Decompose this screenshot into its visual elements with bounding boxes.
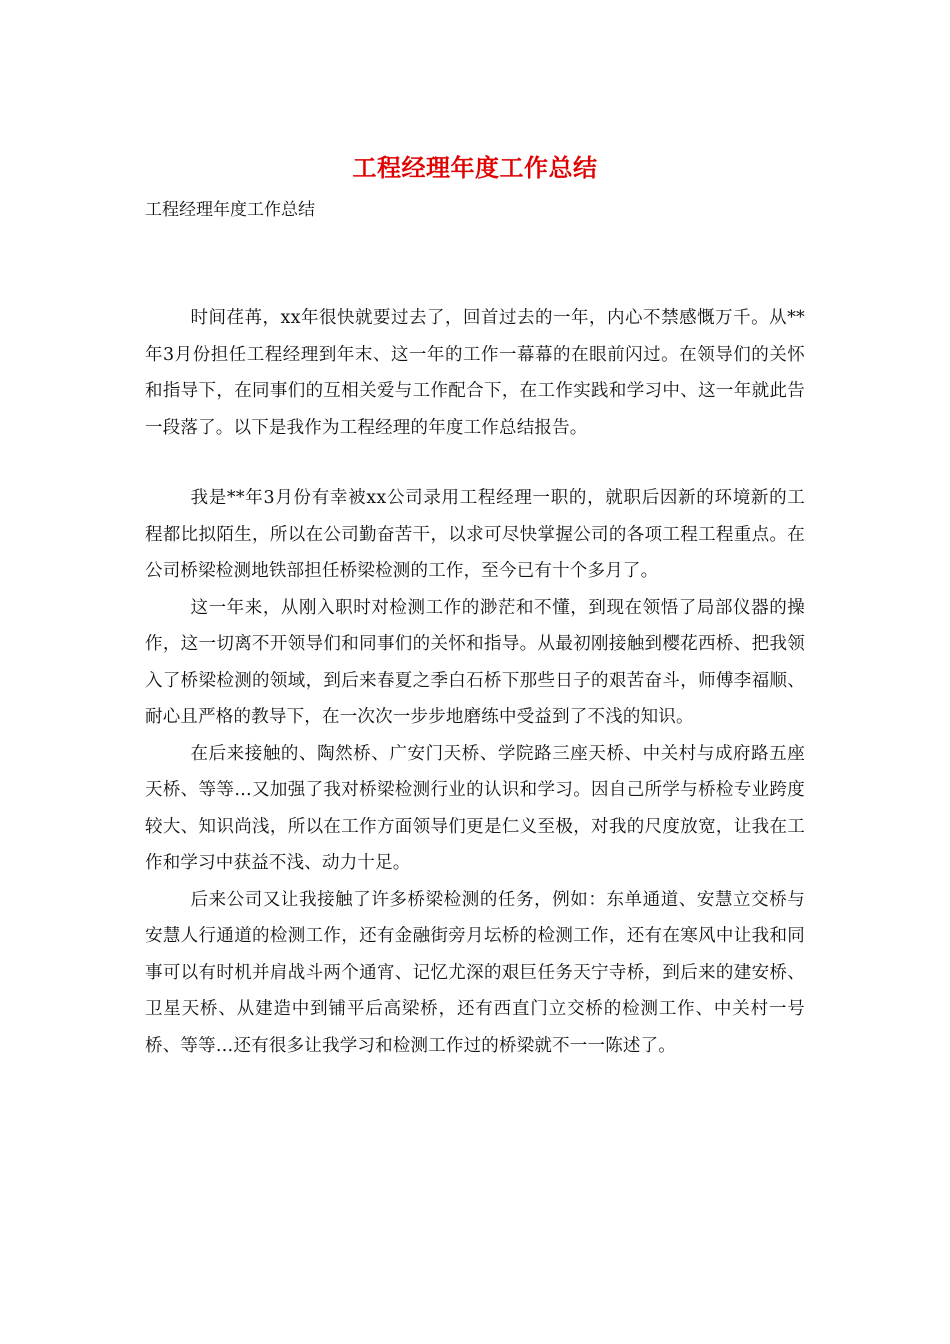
paragraph-first-year: 这一年来，从刚入职时对检测工作的渺茫和不懂，到现在领悟了局部仪器的操作，这一切离不开领导们和同事们的关怀和指导。从最初刚接触到樱花西桥、把我领入了桥梁检测的领域，到后来春夏之季白石桥下那些日子的艰苦奋斗，师傅李福顺、耐心且严格的教导下，在一次次一步步地磨练中受益到了不浅的知识。 xyxy=(145,597,805,727)
document-subtitle: 工程经理年度工作总结 xyxy=(145,200,315,220)
paragraph-later-bridges: 在后来接触的、陶然桥、广安门天桥、学院路三座天桥、中关村与成府路五座天桥、等等…又加强了我对桥梁检测行业的认识和学习。因自己所学与桥检专业跨度较大、知识尚浅，所以在工作方面领导们更是仁义至极，对我的尺度放宽，让我在工作和学习中获益不浅、动力十足。 xyxy=(145,743,805,873)
paragraph-employment: 我是**年3月份有幸被xx公司录用工程经理一职的，就职后因新的环境新的工程都比拟陌生，所以在公司勤奋苦干，以求可尽快掌握公司的各项工程工程重点。在公司桥梁检测地铁部担任桥梁检测的工作，至今已有十个多月了。 xyxy=(145,488,805,581)
paragraph-more-tasks: 后来公司又让我接触了许多桥梁检测的任务，例如：东单通道、安慧立交桥与安慧人行通道的检测工作，还有金融街旁月坛桥的检测工作，还有在寒风中让我和同事可以有时机并肩战斗两个通宵、记忆尤深的艰巨任务天宁寺桥，到后来的建安桥、卫星天桥、从建造中到铺平后高梁桥，还有西直门立交桥的检测工作、中关村一号桥、等等…还有很多让我学习和检测工作过的桥梁就不一一陈述了。 xyxy=(145,889,805,1056)
intro-section xyxy=(145,300,805,446)
paragraph-intro: 时间荏苒，xx年很快就要过去了，回首过去的一年，内心不禁感慨万千。从**年3月份担任工程经理到年末、这一年的工作一幕幕的在眼前闪过。在领导们的关怀和指导下，在同事们的互相关爱与工作配合下，在工作实践和学习中、这一年就此告一段落了。以下是我作为工程经理的年度工作总结报告。 xyxy=(145,308,805,438)
document-title: 工程经理年度工作总结 xyxy=(352,153,598,182)
main-section xyxy=(145,480,805,1064)
